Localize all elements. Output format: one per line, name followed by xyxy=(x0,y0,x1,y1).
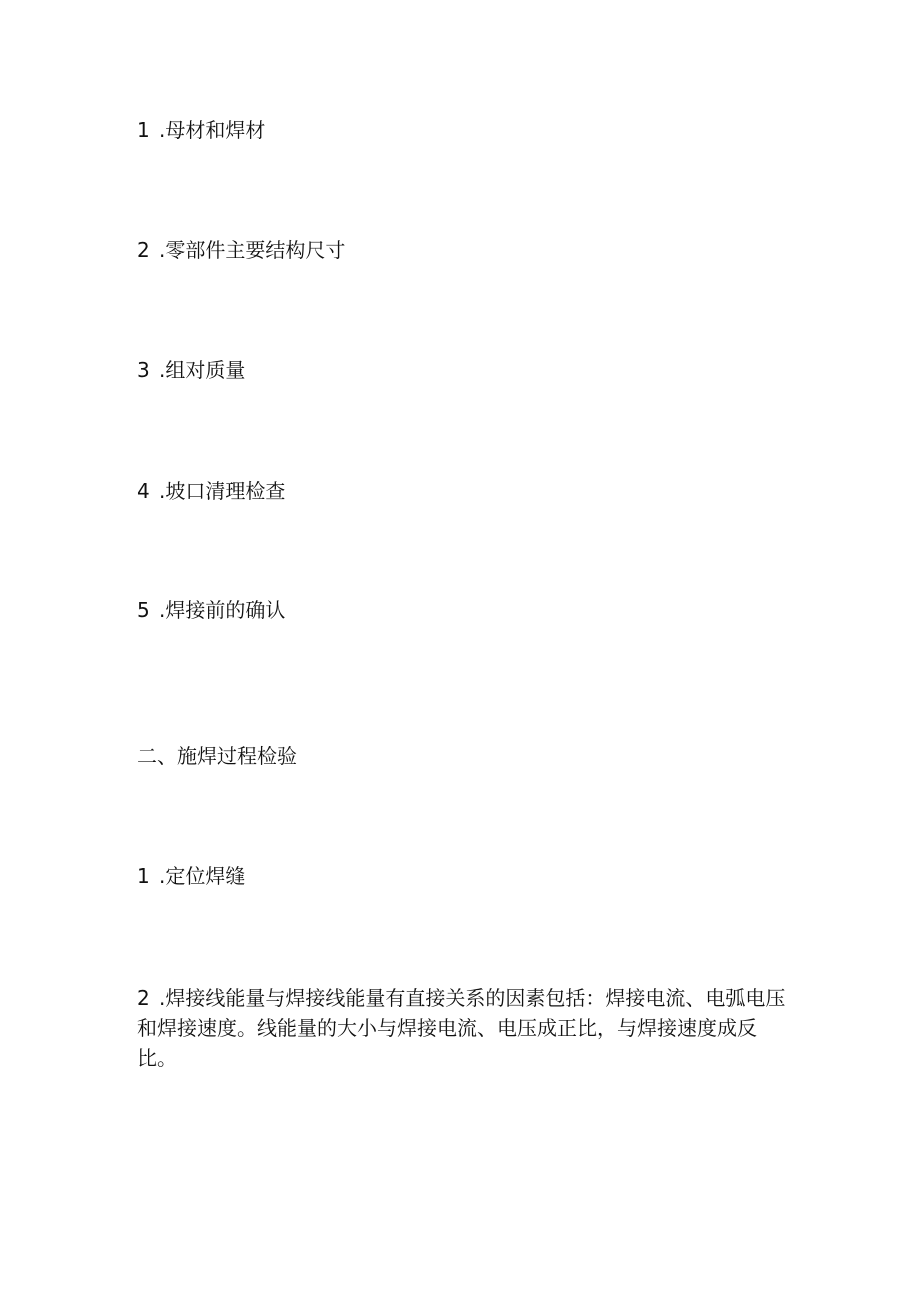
item-number: 2 xyxy=(137,986,150,1010)
item-number: 1 xyxy=(137,864,150,888)
item-text: .定位焊缝 xyxy=(159,864,246,888)
item-text: .零部件主要结构尺寸 xyxy=(159,238,346,262)
item-text: .母材和焊材 xyxy=(159,118,266,142)
item-text: .焊接线能量与焊接线能量有直接关系的因素包括：焊接电流、电弧电压和焊接速度。线能量的大小与焊接电流、电压成正比，与焊接速度成反比。 xyxy=(137,986,786,1070)
section-item-1 xyxy=(137,864,245,888)
item-number: 3 xyxy=(137,358,150,382)
section-item-2 xyxy=(137,983,787,1073)
list-item-5 xyxy=(137,598,285,622)
item-number: 4 xyxy=(137,479,150,503)
list-item-3 xyxy=(137,358,245,382)
item-text: .焊接前的确认 xyxy=(159,598,286,622)
item-number: 5 xyxy=(137,598,150,622)
list-item-2 xyxy=(137,238,345,262)
list-item-1 xyxy=(137,118,265,142)
list-item-4 xyxy=(137,479,285,503)
item-number: 1 xyxy=(137,118,150,142)
section-heading: 二、施焊过程检验 xyxy=(137,744,297,768)
item-number: 2 xyxy=(137,238,150,262)
item-text: .坡口清理检查 xyxy=(159,479,286,503)
item-text: .组对质量 xyxy=(159,358,246,382)
